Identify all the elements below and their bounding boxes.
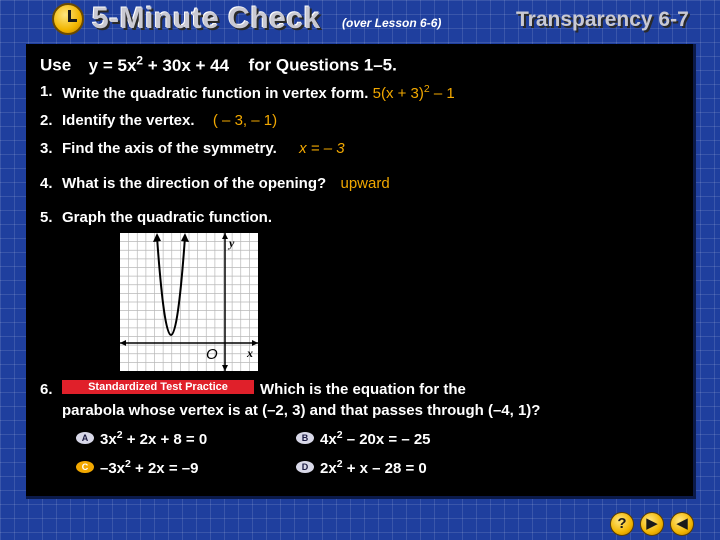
header: [0, 0, 720, 44]
question-text: What is the direction of the opening?: [62, 175, 327, 192]
answer-4: upward: [340, 175, 390, 192]
question-text: Find the axis of the symmetry.: [62, 140, 277, 157]
back-button[interactable]: ◀: [670, 512, 694, 536]
help-button[interactable]: ?: [610, 512, 634, 536]
clock-icon: [52, 3, 84, 35]
answer-2: ( – 3, – 1): [212, 112, 278, 129]
choice-c[interactable]: $-3x^2 + 2x = -9$: [100, 458, 199, 477]
question-number: 6.: [40, 381, 53, 398]
choice-d-marker[interactable]: D: [296, 461, 314, 473]
question-6-line2: parabola whose vertex is at (–2, 3) and that passes through (–4, 1)?: [62, 402, 541, 419]
question-4: [62, 175, 390, 192]
question-3: [62, 140, 345, 157]
choice-a-marker[interactable]: A: [76, 432, 94, 444]
x-axis-label: x: [247, 346, 253, 360]
question-number: 4.: [40, 175, 53, 192]
origin-label: O: [206, 346, 218, 363]
question-number: 2.: [40, 112, 53, 129]
question-5: [62, 209, 272, 226]
lesson-subtitle: (over Lesson 6-6): [342, 16, 442, 30]
question-2: [62, 112, 277, 129]
question-number: 5.: [40, 209, 53, 226]
question-number: 1.: [40, 83, 53, 100]
parabola-graph: [120, 233, 258, 371]
intro-line: [40, 53, 397, 76]
next-button[interactable]: ▶: [640, 512, 664, 536]
question-number: 3.: [40, 140, 53, 157]
content-panel: [26, 44, 696, 499]
question-text: Write the quadratic function in vertex form.: [62, 85, 369, 102]
intro-use: Use: [40, 55, 72, 75]
y-axis-label: y: [229, 236, 235, 250]
choice-d[interactable]: $2x^2 + x - 28 = 0$: [320, 458, 427, 477]
question-6-line1: Which is the equation for the: [260, 381, 466, 398]
choice-a[interactable]: $3x^2 + 2x + 8 = 0$: [100, 429, 208, 448]
answer-3: x = – 3: [299, 140, 345, 157]
page-title: 5-Minute Check: [92, 2, 321, 35]
transparency-label: Transparency 6-7: [516, 8, 689, 31]
choice-b[interactable]: $4x^2 - 20x$ = – 25: [320, 429, 431, 448]
choice-c-marker[interactable]: C: [76, 461, 94, 473]
intro-equation: $y = 5x^2 + 30x + 44$: [88, 53, 230, 75]
question-text: Graph the quadratic function.: [62, 209, 273, 226]
test-practice-banner: Standardized Test Practice: [62, 380, 254, 394]
question-1: [62, 83, 455, 102]
question-text: Identify the vertex.: [62, 112, 195, 129]
intro-for: for Questions 1–5.: [248, 55, 397, 75]
choice-b-marker[interactable]: B: [296, 432, 314, 444]
answer-1: $5(x + 3)^2 - 1$: [372, 83, 455, 102]
